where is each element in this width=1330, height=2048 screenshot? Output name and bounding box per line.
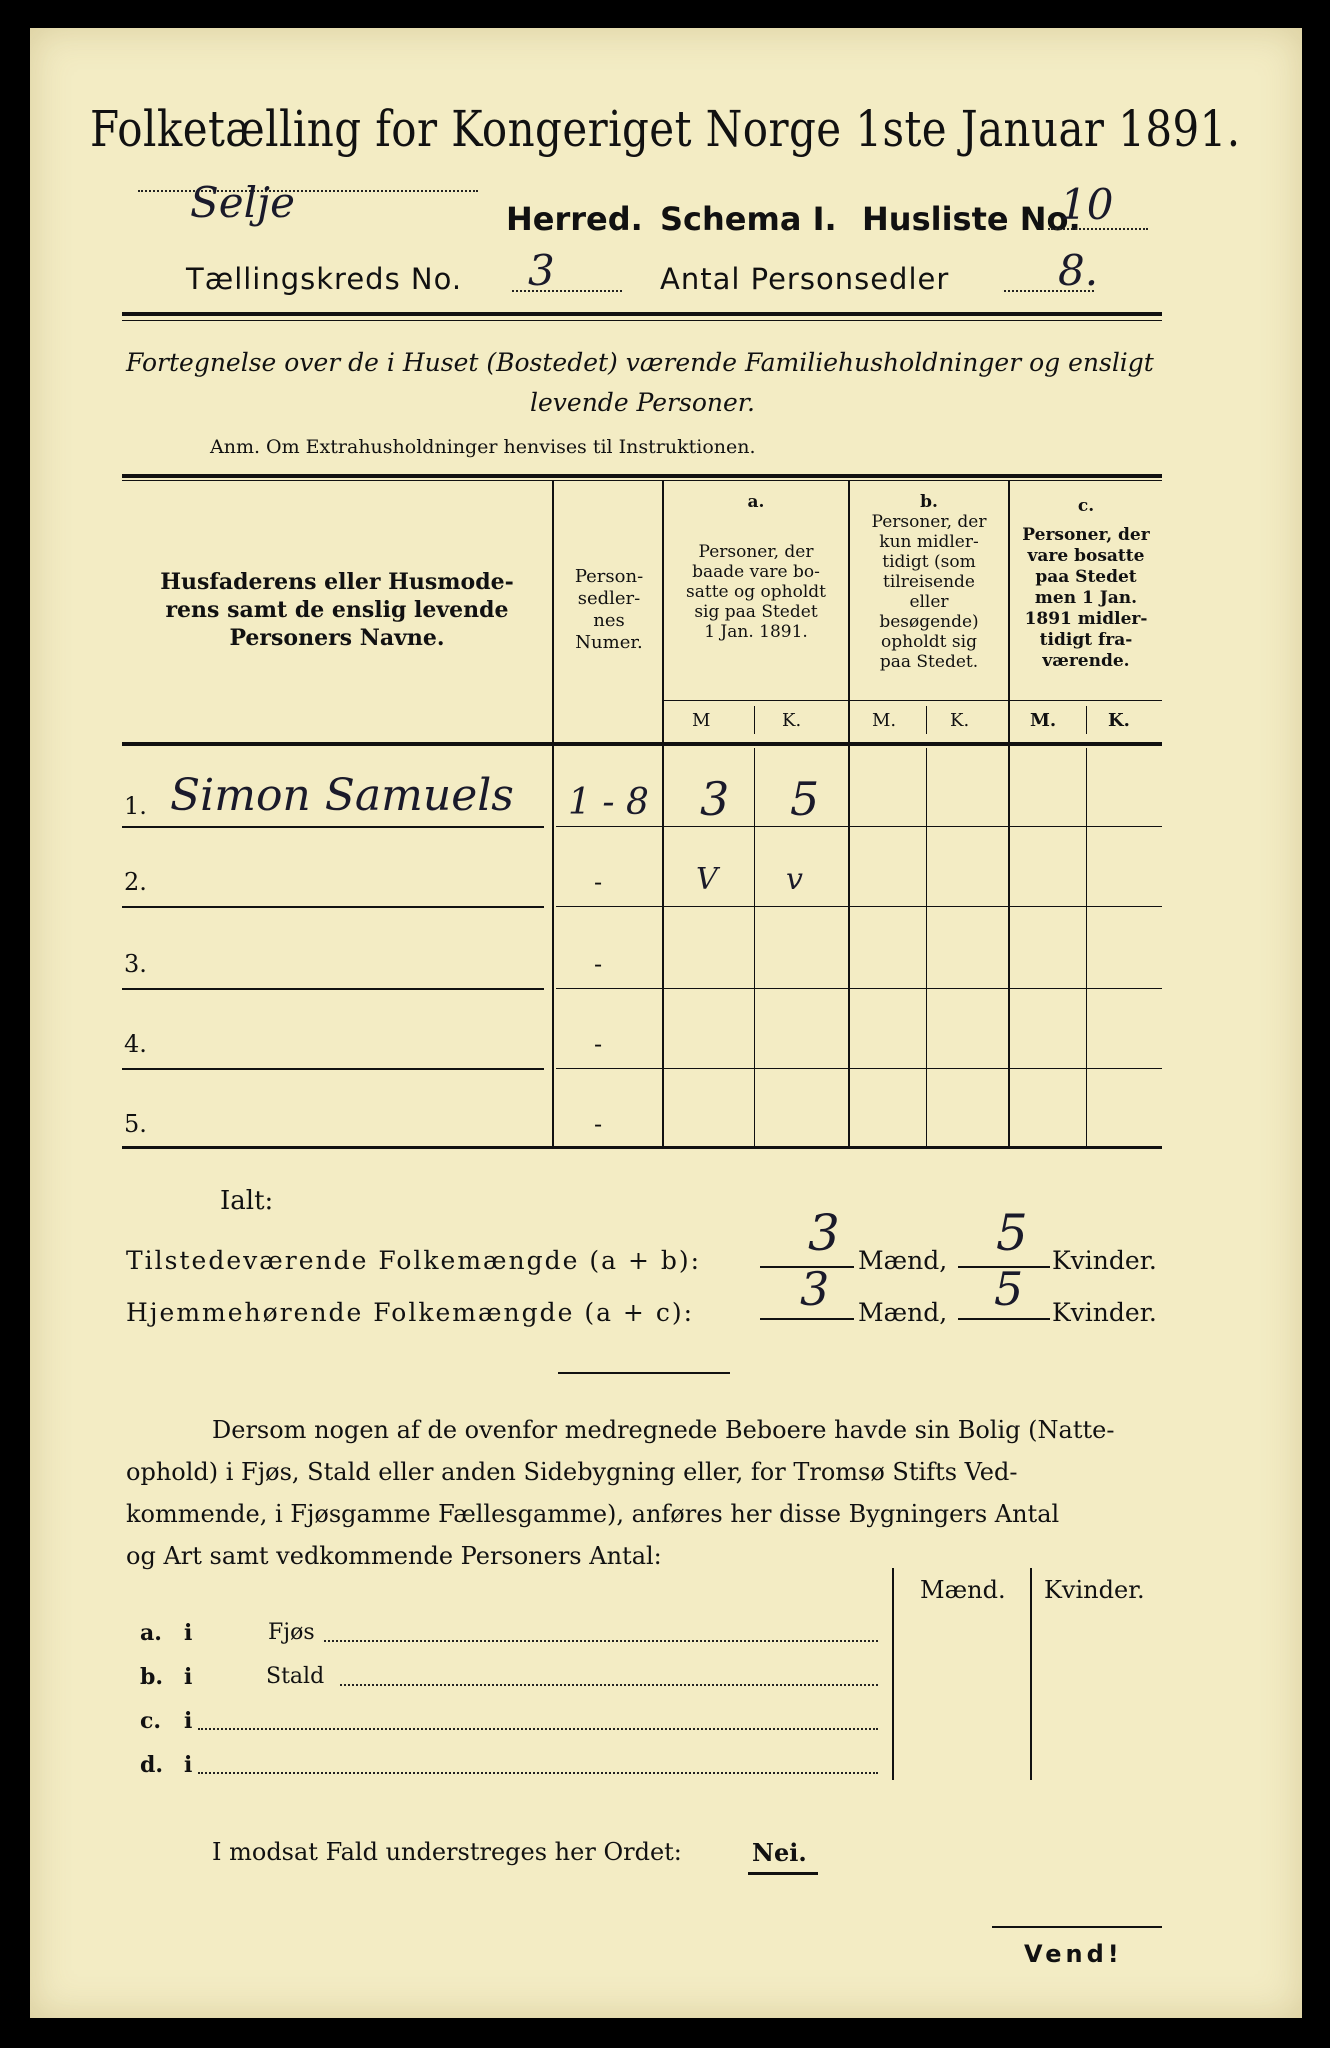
row-1-rule-name	[122, 826, 544, 828]
b-m-header: M.	[872, 710, 897, 731]
row-name: Simon Samuels	[170, 770, 514, 821]
hjem-label: Hjemmehørende Folkemængde (a + c):	[126, 1298, 694, 1327]
c-m-header: M.	[1030, 710, 1057, 731]
a-k-header: K.	[782, 710, 802, 731]
col-header-a: a. Personer, der baade vare bo- satte og opholdt sig paa Stedet 1 Jan. 1891.	[686, 492, 826, 642]
header-rule-thick	[122, 312, 1162, 316]
c-k-header: K.	[1108, 710, 1130, 731]
b-mk-body-divider	[926, 748, 927, 1146]
a-mk-divider	[754, 706, 755, 734]
row-1-rule	[556, 826, 1162, 827]
row-sedler: 1 - 8	[568, 782, 649, 823]
schema-label: Schema I.	[660, 200, 837, 238]
kreds-value: 3	[528, 246, 555, 295]
row-sedler: -	[594, 950, 603, 978]
bygning-kvinder-header: Kvinder.	[1044, 1576, 1145, 1604]
bygning-para-2: ophold) i Fjøs, Stald eller anden Sidebygning eller, for Tromsø Stifts Ved-	[126, 1458, 1018, 1486]
row-sedler: -	[594, 1110, 603, 1138]
b-mk-divider	[926, 706, 927, 734]
form-title: Folketælling for Kongeriget Norge 1ste Januar 1891.	[90, 100, 1241, 158]
bygning-maend-header: Mænd.	[920, 1576, 1006, 1604]
tilst-maend-label: Mænd,	[858, 1246, 948, 1275]
husliste-field-line	[1048, 228, 1148, 230]
row-sedler: -	[594, 1030, 603, 1058]
husliste-value: 10	[1060, 180, 1114, 229]
ialt-label: Ialt:	[220, 1186, 274, 1216]
vend-text: Vend!	[1024, 1940, 1123, 1968]
hjem-kvinder-value: 5	[994, 1262, 1024, 1316]
row-3-rule-name	[122, 988, 544, 990]
row-3-rule	[556, 988, 1162, 989]
modsat-text: I modsat Fald understreges her Ordet:	[212, 1838, 682, 1866]
personsedler-value: 8.	[1058, 246, 1099, 295]
col-header-numer: Person- sedler- nes Numer.	[574, 566, 644, 653]
hjem-kvinder-label: Kvinder.	[1052, 1298, 1157, 1327]
herred-label: Herred.	[506, 200, 643, 238]
col-header-c: c. Personer, der vare bosatte paa Stedet men 1 Jan. 1891 midler- tidigt fra- værende.	[1022, 496, 1150, 671]
tilst-kvinder-label: Kvinder.	[1052, 1246, 1157, 1275]
col-header-names: Husfaderens eller Husmode- rens samt de enslig levende Personers Navne.	[160, 569, 514, 651]
section-divider	[558, 1372, 730, 1374]
bygning-vline-2	[1030, 1568, 1032, 1780]
row-4-rule-name	[122, 1068, 544, 1070]
table-top-rule	[122, 474, 1162, 478]
herred-field-line	[138, 190, 478, 192]
row-2-rule-name	[122, 906, 544, 908]
table-top-rule-thin	[122, 480, 1162, 481]
table-bottom-rule	[122, 1146, 1162, 1149]
herred-value: Selje	[190, 178, 295, 227]
census-form-sheet	[30, 28, 1302, 2018]
header-rule-thin	[122, 320, 1162, 321]
a-m-header: M	[692, 710, 711, 731]
nei-word: Nei.	[752, 1838, 807, 1867]
kreds-label: Tællingskreds No.	[186, 262, 463, 296]
personsedler-field-line	[1004, 290, 1094, 292]
row-a-k: 5	[790, 772, 820, 826]
hjem-maend-line	[760, 1318, 854, 1320]
mk-header-rule	[664, 700, 1162, 701]
tilst-kvinder-value: 5	[996, 1204, 1028, 1262]
hjem-maend-value: 3	[800, 1262, 830, 1316]
vend-rule	[992, 1926, 1162, 1928]
row-a-m: 3	[700, 772, 730, 826]
intro-line-1: Fortegnelse over de i Huset (Bostedet) værende Familiehusholdninger og ensligt	[126, 348, 1154, 377]
personsedler-label: Antal Personsedler	[660, 262, 950, 296]
tilst-maend-value: 3	[808, 1204, 840, 1262]
row-4-rule	[556, 1068, 1162, 1069]
row-a-m: V	[696, 862, 718, 897]
bygning-para-1: Dersom nogen af de ovenfor medregnede Beboere havde sin Bolig (Natte-	[212, 1416, 1115, 1444]
intro-line-2: levende Personer.	[530, 388, 755, 417]
bygning-para-4: og Art samt vedkommende Personers Antal:	[126, 1542, 662, 1570]
bygning-para-3: kommende, i Fjøsgamme Fællesgamme), anføres her disse Bygningers Antal	[126, 1500, 1060, 1528]
row-sedler: -	[594, 868, 603, 896]
table-vline-1	[552, 480, 554, 1146]
kreds-field-line	[512, 290, 622, 292]
b-k-header: K.	[950, 710, 970, 731]
bygning-vline-1	[892, 1568, 894, 1780]
c-mk-divider	[1086, 706, 1087, 734]
col-header-b: b. Personer, der kun midler- tidigt (som tilreisende eller besøgende) opholdt sig paa Stedet.	[871, 492, 987, 672]
row-2-rule	[556, 906, 1162, 907]
nei-underline	[748, 1872, 818, 1875]
row-a-k: v	[786, 862, 803, 897]
tilst-label: Tilstedeværende Folkemængde (a + b):	[126, 1246, 702, 1275]
anm-note: Anm. Om Extrahusholdninger henvises til Instruktionen.	[210, 436, 756, 458]
c-mk-body-divider	[1086, 748, 1087, 1146]
hjem-maend-label: Mænd,	[858, 1298, 948, 1327]
a-mk-body-divider	[754, 748, 755, 1146]
hjem-kvinder-line	[958, 1318, 1050, 1320]
husliste-label: Husliste No.	[862, 200, 1081, 238]
table-header-bottom-rule	[122, 742, 1162, 746]
